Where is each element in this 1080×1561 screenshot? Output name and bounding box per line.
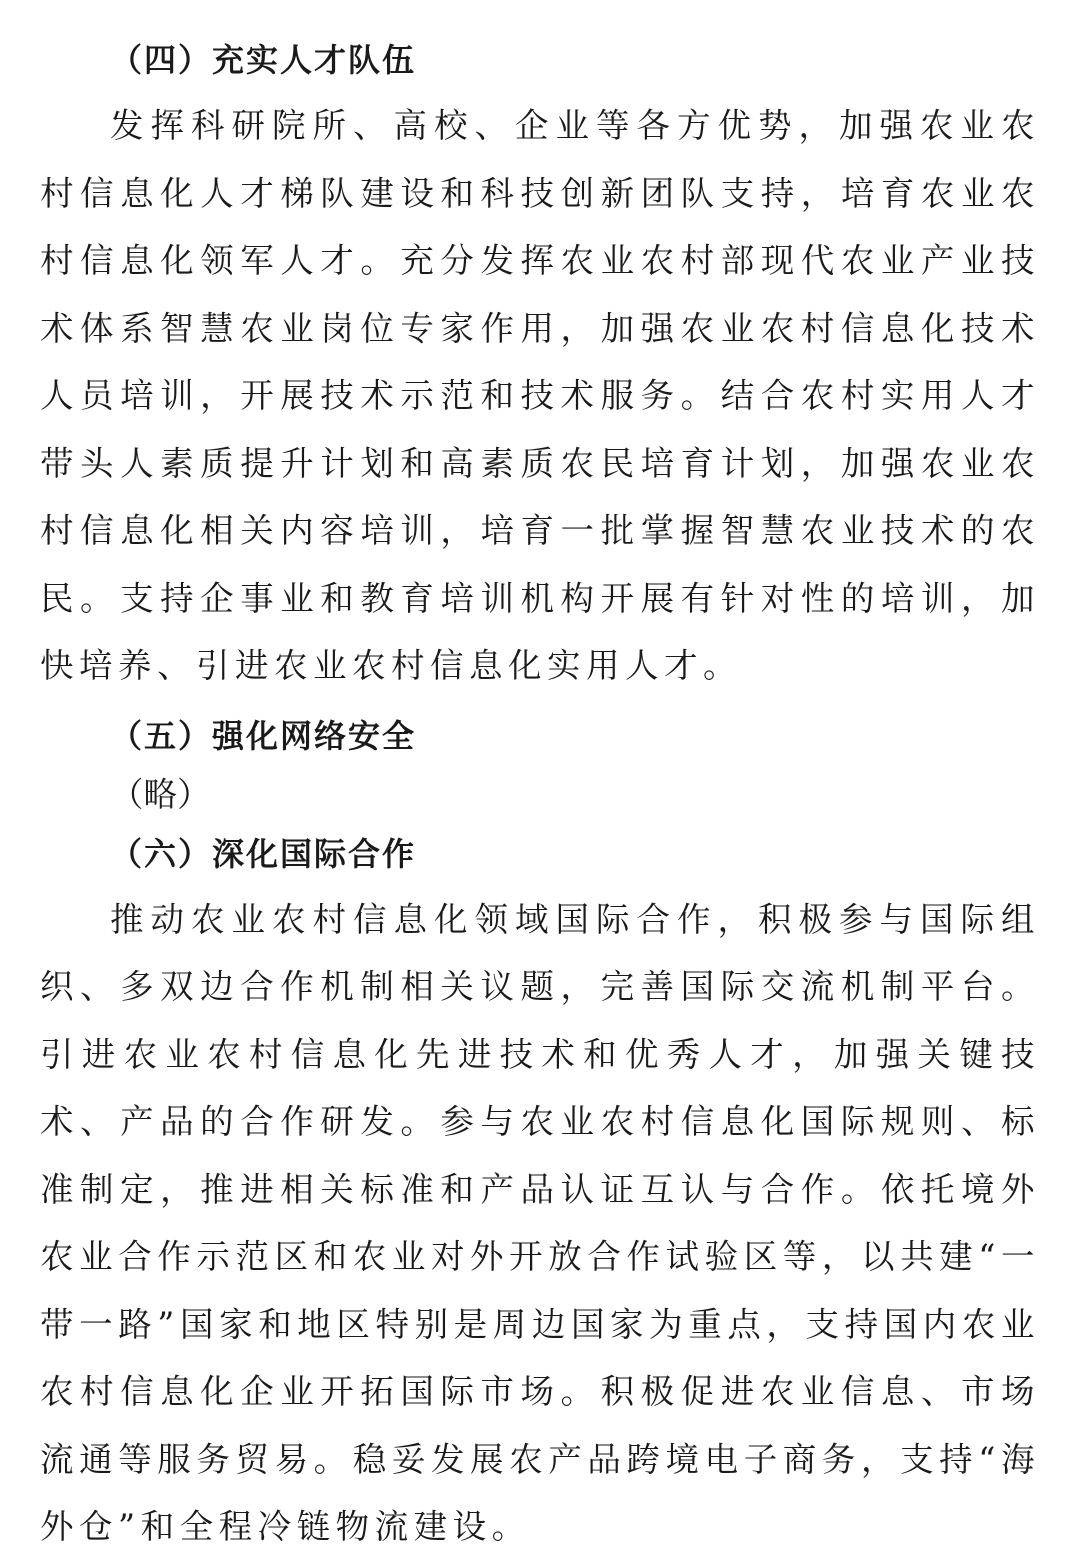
section-heading-4: （四）充实人才队伍 — [110, 41, 417, 79]
spacer — [40, 700, 1040, 708]
document-page — [40, 32, 1040, 1561]
section-body-4: 发挥科研院所、高校、企业等各方优势，加强农业农村信息化人才梯队建设和科技创新团队支持，培育农业农村信息化领军人才。充分发挥农业农村部现代农业产业技术体系智慧农业岗位专家作用，加强农业农村信息化技术人员培训，开展技术示范和技术服务。结合农村实用人才带头人素质提升计划和高素质农民培育计划，加强农业农村信息化相关内容培训，培育一批掌握智慧农业技术的农民。支持企事业和教育培训机构开展有针对性的培训，加快培养、引进农业农村信息化实用人才。 — [40, 106, 1040, 685]
section-body-5: （略） — [110, 774, 211, 814]
section-heading-5: （五）强化网络安全 — [110, 716, 417, 755]
section-body-6: 推动农业农村信息化领域国际合作，积极参与国际组织、多双边合作机制相关议题，完善国际交流机制平台。引进农业农村信息化先进技术和优秀人才，加强关键技术、产品的合作研发。参与农业农村信息化国际规则、标准制定，推进相关标准和产品认证互认与合作。依托境外农业合作示范区和农业对外开放合作试验区等，以共建“一带一路”国家和地区特别是周边国家为重点，支持国内农业农村信息化企业开拓国际市场。积极促进农业信息、市场流通等服务贸易。稳妥发展农产品跨境电子商务，支持“海外仓”和全程冷链物流建设。 — [40, 899, 1040, 1546]
section-heading-6: （六）深化国际合作 — [110, 834, 417, 873]
